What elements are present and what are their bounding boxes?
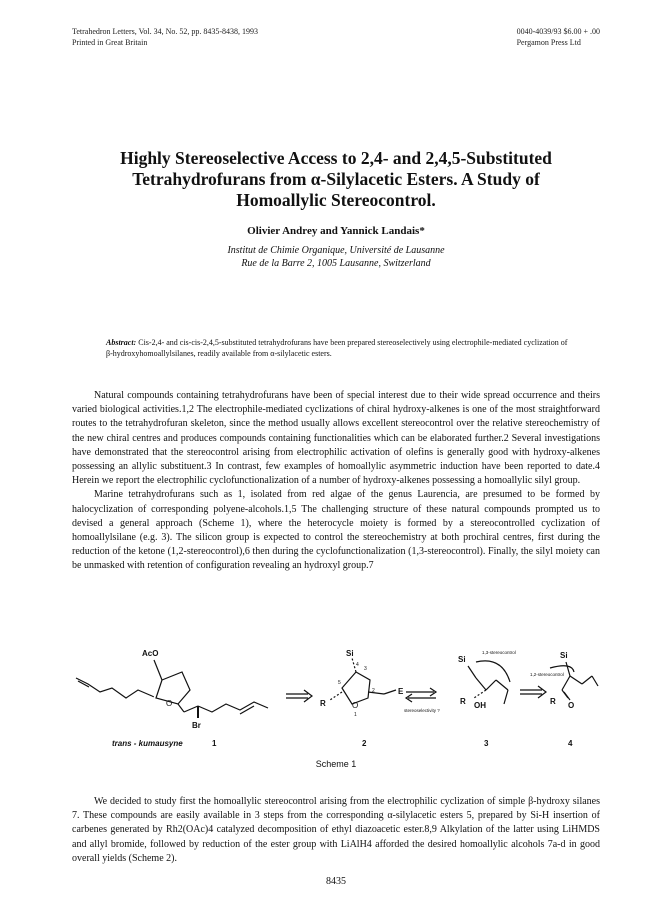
printed-in: Printed in Great Britain — [72, 38, 148, 47]
stereocontrol-12-label: 1,2-stereocontrol — [530, 672, 564, 677]
publisher-header — [517, 26, 600, 48]
si-label-4: Si — [560, 651, 568, 660]
compound-4-number: 4 — [568, 739, 573, 748]
compound-1-number: 1 — [212, 739, 217, 748]
compound-3-structure — [468, 661, 510, 704]
journal-header — [72, 26, 258, 48]
ring-position-1: 1 — [354, 712, 357, 718]
paper-title — [90, 148, 582, 211]
affiliation — [0, 244, 672, 270]
page-number: 8435 — [326, 876, 346, 887]
journal-citation: Tetrahedron Letters, Vol. 34, No. 52, pp. 8435-8438, 1993 — [72, 27, 259, 36]
abstract-text: Cis-2,4- and cis-cis-2,4,5-substituted tetrahydrofurans have been prepared stereoselectively using electrophile-mediated cyclization of β-hydroxyhomoallylsilanes, readily available from α-silylacetic esters. — [106, 338, 568, 358]
ring-oxygen-2: O — [352, 701, 359, 710]
compound-4-structure — [550, 662, 598, 700]
title-line-1: Highly Stereoselective Access to 2,4- and 2,4,5-Substituted — [120, 148, 552, 168]
affiliation-line-2: Rue de la Barre 2, 1005 Lausanne, Switzerland — [241, 258, 431, 269]
compound-3-number: 3 — [484, 739, 489, 748]
compound-2-number: 2 — [362, 739, 367, 748]
ring-position-3: 3 — [364, 666, 367, 672]
ring-position-4: 4 — [356, 662, 359, 668]
si-label-3: Si — [458, 655, 466, 664]
compound-1-structure — [76, 660, 268, 718]
ring-oxygen-1: O — [166, 699, 173, 708]
intro-body — [72, 389, 600, 574]
stereoselectivity-label: stereoselectivity ? — [404, 708, 440, 713]
authors: Olivier Andrey and Yannick Landais* — [247, 225, 425, 237]
scheme-1-drawing — [72, 632, 600, 752]
affiliation-line-1: Institut de Chimie Organique, Université de Lausanne — [227, 245, 445, 256]
scheme-caption: Scheme 1 — [315, 759, 357, 769]
retro-arrow-1 — [286, 690, 312, 702]
ketone-oxygen: O — [568, 701, 575, 710]
stereocontrol-13-label: 1,3-stereocontrol — [482, 650, 516, 655]
abstract — [106, 337, 568, 359]
title-line-2: Tetrahydrofurans from α-Silylacetic Esters. A Study of — [132, 169, 540, 189]
r-label-3: R — [460, 697, 466, 706]
paragraph-3: We decided to study first the homoallylic stereocontrol arising from the electrophilic cyclization of simple β-hydroxy silanes 7. These compounds are easily available in 3 steps from the corresponding α-silylacetic esters 5, prepared by Si-H insertion of carbenes generated by Rh2(OAc)4 catalyzed decomposition of ethyl diazoacetic ester.8,9 Alkylation of the latter using LiHMDS and allyl bromide, followed by reduction of the ester group with LiAlH4 afforded the desired homoallylic alcohols 7a-d in good overall yields (Scheme 2). — [72, 796, 600, 864]
br-label: Br — [192, 721, 201, 730]
ring-position-5: 5 — [338, 680, 341, 686]
ring-position-2: 2 — [372, 688, 375, 694]
oh-label: OH — [474, 701, 486, 710]
abstract-label: Abstract: — [106, 338, 137, 347]
r-label-4: R — [550, 697, 556, 706]
publisher-name: Pergamon Press Ltd — [516, 38, 581, 47]
scheme-1-figure — [72, 632, 600, 752]
paragraph-1: Natural compounds containing tetrahydrofurans have been of special interest due to their wide spread occurrence and theirs varied biological activities.1,2 The electrophile-mediated cyclizations of chiral hydroxy-alkenes is one of the most straightforward routes to the tetrahydrofuran skeleton, since the method usually allows excellent stereocontrol over the relative stereochemistry of the new chiral centres and produces compounds containing functionalities which can be elaborated further.2 Several investigations have demonstrated that the stereocontrol arising from electrophilic activation of olefins is generally good with hydroxy-alkenes possessing an allylic substituent.3 In contrast, few examples of homoallylic asymmetric induction have been reported to date.4 Herein we report the electrophilic cyclofunctionalization of a number of hydroxy-alkenes possessing a homoallylic silyl group. — [72, 390, 600, 487]
aco-label: AcO — [142, 649, 159, 658]
issn-code: 0040-4039/93 $6.00 + .00 — [516, 27, 600, 36]
kumausyne-label: trans - kumausyne — [112, 739, 183, 748]
title-line-3: Homoallylic Stereocontrol. — [236, 190, 436, 210]
retro-arrow-3 — [520, 686, 546, 698]
results-body — [72, 795, 600, 866]
retro-arrow-2 — [406, 688, 436, 702]
r-label-2: R — [320, 699, 326, 708]
paragraph-2: Marine tetrahydrofurans such as 1, isolated from red algae of the genus Laurencia, are presumed to be formed by halocyclization of corresponding polyene-alcohols.1,5 The challenging structure of these natural compounds prompted us to devised a general approach (Scheme 1), where the heterocycle moiety is formed by a stereocontrolled cyclization of homoallylsilane (e.g. 3). The silicon group is expected to control the stereochemistry at both prochiral centres, first during the reduction of the ketone (1,2-stereocontrol),6 then during the cyclofunctionalization (1,3-stereocontrol). Finally, the silyl moiety can be unmasked with retention of configuration revealing an hydroxyl group.7 — [72, 489, 600, 572]
si-label-2: Si — [346, 649, 354, 658]
e-label: E — [398, 687, 404, 696]
